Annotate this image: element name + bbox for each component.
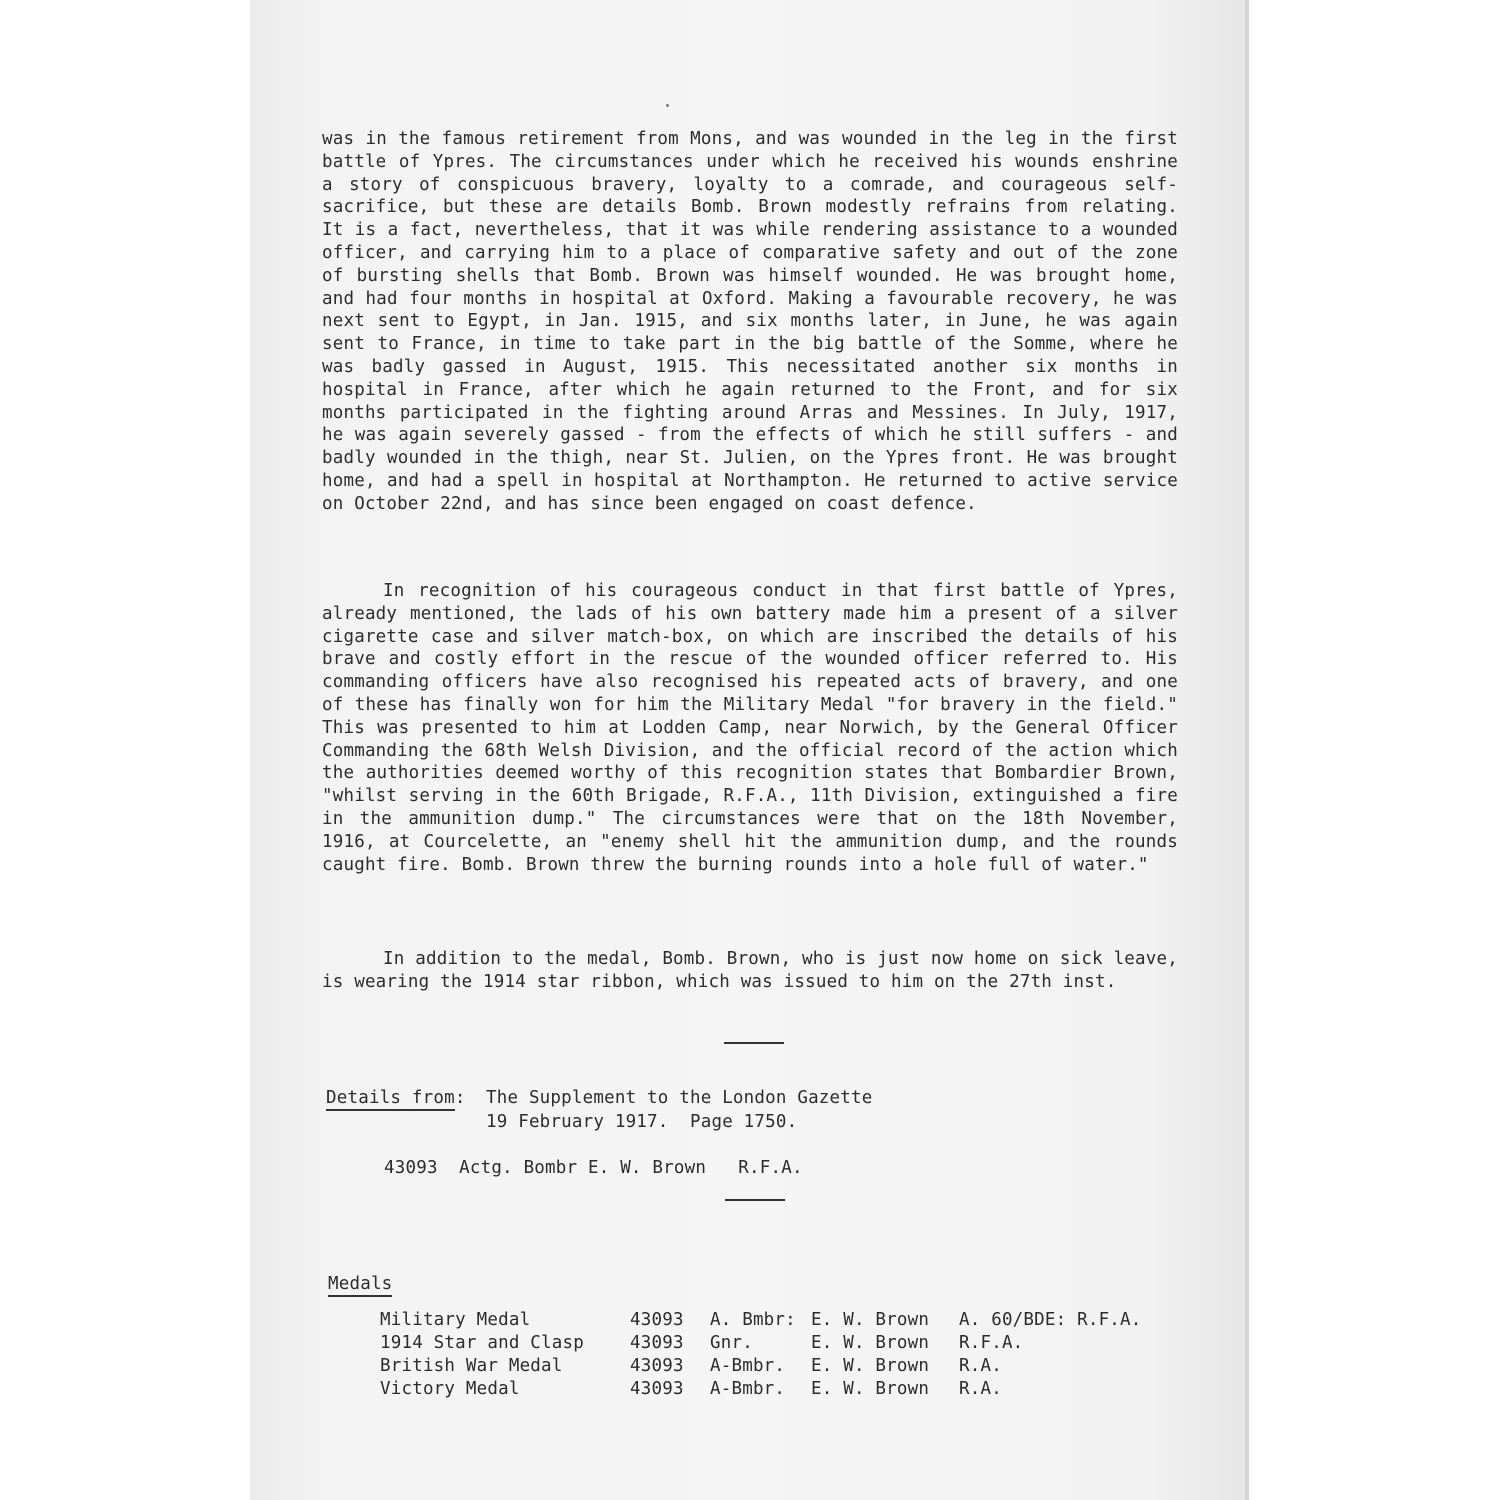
service-number: 43093: [630, 1333, 684, 1353]
gazette-date-line: 19 February 1917. Page 1750.: [486, 1112, 798, 1132]
rank: A-Bmbr.: [710, 1356, 786, 1376]
paragraph-recognition: In recognition of his courageous conduct in that first battle of Ypres, already mentioned, the lads of his own battery made him a present of a silver cigarette case and silver match-box, on which are inscribed the details of his brave and costly effort in the rescue of the wounded officer referred to. His commanding officers have also recognised his repeated acts of bravery, and one of these has finally won for him the Military Medal "for bravery in the field." This was presented to him at Lodden Camp, near Norwich, by the General Officer Commanding the 68th Welsh Division, and the official record of the action which the authorities deemed worthy of this recognition states that Bombardier Brown, "whilst serving in the 60th Brigade, R.F.A., 11th Division, extinguished a fire in the ammunition dump." The circumstances were that on the 18th November, 1916, at Courcelette, an "enemy shell hit the ammunition dump, and the rounds caught fire. Bomb. Brown threw the burning rounds into a hole full of water.": [322, 581, 1178, 875]
gazette-source-line: The Supplement to the London Gazette: [486, 1088, 873, 1108]
medal-name: Victory Medal: [380, 1379, 520, 1399]
typed-page: [250, 0, 1245, 1500]
medal-name: 1914 Star and Clasp: [380, 1333, 584, 1353]
medal-row: [380, 1379, 1159, 1402]
paper-speck: [666, 104, 669, 107]
section-divider: [724, 1042, 784, 1044]
recipient-name: E. W. Brown: [811, 1379, 930, 1399]
gazette-entry: 43093 Actg. Bombr E. W. Brown R.F.A.: [384, 1158, 803, 1178]
service-number: 43093: [630, 1356, 684, 1376]
unit: R.F.A.: [959, 1333, 1024, 1353]
medals-table: [380, 1310, 1159, 1402]
unit: R.A.: [959, 1356, 1002, 1376]
recipient-name: E. W. Brown: [811, 1356, 930, 1376]
details-from-label: Details from:: [326, 1088, 466, 1108]
rank: Gnr.: [710, 1333, 753, 1353]
unit: A. 60/BDE: R.F.A.: [959, 1310, 1142, 1330]
section-divider: [725, 1199, 785, 1201]
medal-name: British War Medal: [380, 1356, 563, 1376]
recipient-name: E. W. Brown: [811, 1310, 930, 1330]
paragraph-service-record: was in the famous retirement from Mons, and was wounded in the leg in the first battle of Ypres. The circumstances under which he received his wounds enshrine a story of conspicuous bravery, loyalty to a comrade, and courageous self-sacrifice, but these are details Bomb. Brown modestly refrains from relating. It is a fact, nevertheless, that it was while rendering assistance to a wounded officer, and carrying him to a place of comparative safety and out of the zone of bursting shells that Bomb. Brown was himself wounded. He was brought home, and had four months in hospital at Oxford. Making a favourable recovery, he was next sent to Egypt, in Jan. 1915, and six months later, in June, he was again sent to France, in time to take part in the big battle of the Somme, where he was badly gassed in August, 1915. This necessitated another six months in hospital in France, after which he again returned to the Front, and for six months participated in the fighting around Arras and Messines. In July, 1917, he was again severely gassed - from the effects of which he still suffers - and badly wounded in the thigh, near St. Julien, on the Ypres front. He was brought home, and had a spell in hospital at Northampton. He returned to active service on October 22nd, and has since been engaged on coast defence.: [322, 129, 1178, 514]
medal-row: [380, 1356, 1159, 1379]
medal-name: Military Medal: [380, 1310, 531, 1330]
recipient-name: E. W. Brown: [811, 1333, 930, 1353]
service-number: 43093: [630, 1379, 684, 1399]
medal-row: [380, 1310, 1159, 1333]
service-number: 43093: [630, 1310, 684, 1330]
medal-row: [380, 1333, 1159, 1356]
unit: R.A.: [959, 1379, 1002, 1399]
rank: A. Bmbr:: [710, 1310, 796, 1330]
paragraph-sick-leave: In addition to the medal, Bomb. Brown, who is just now home on sick leave, is wearing the 1914 star ribbon, which was issued to him on the 27th inst.: [322, 949, 1178, 992]
rank: A-Bmbr.: [710, 1379, 786, 1399]
medals-heading: Medals: [328, 1274, 392, 1294]
